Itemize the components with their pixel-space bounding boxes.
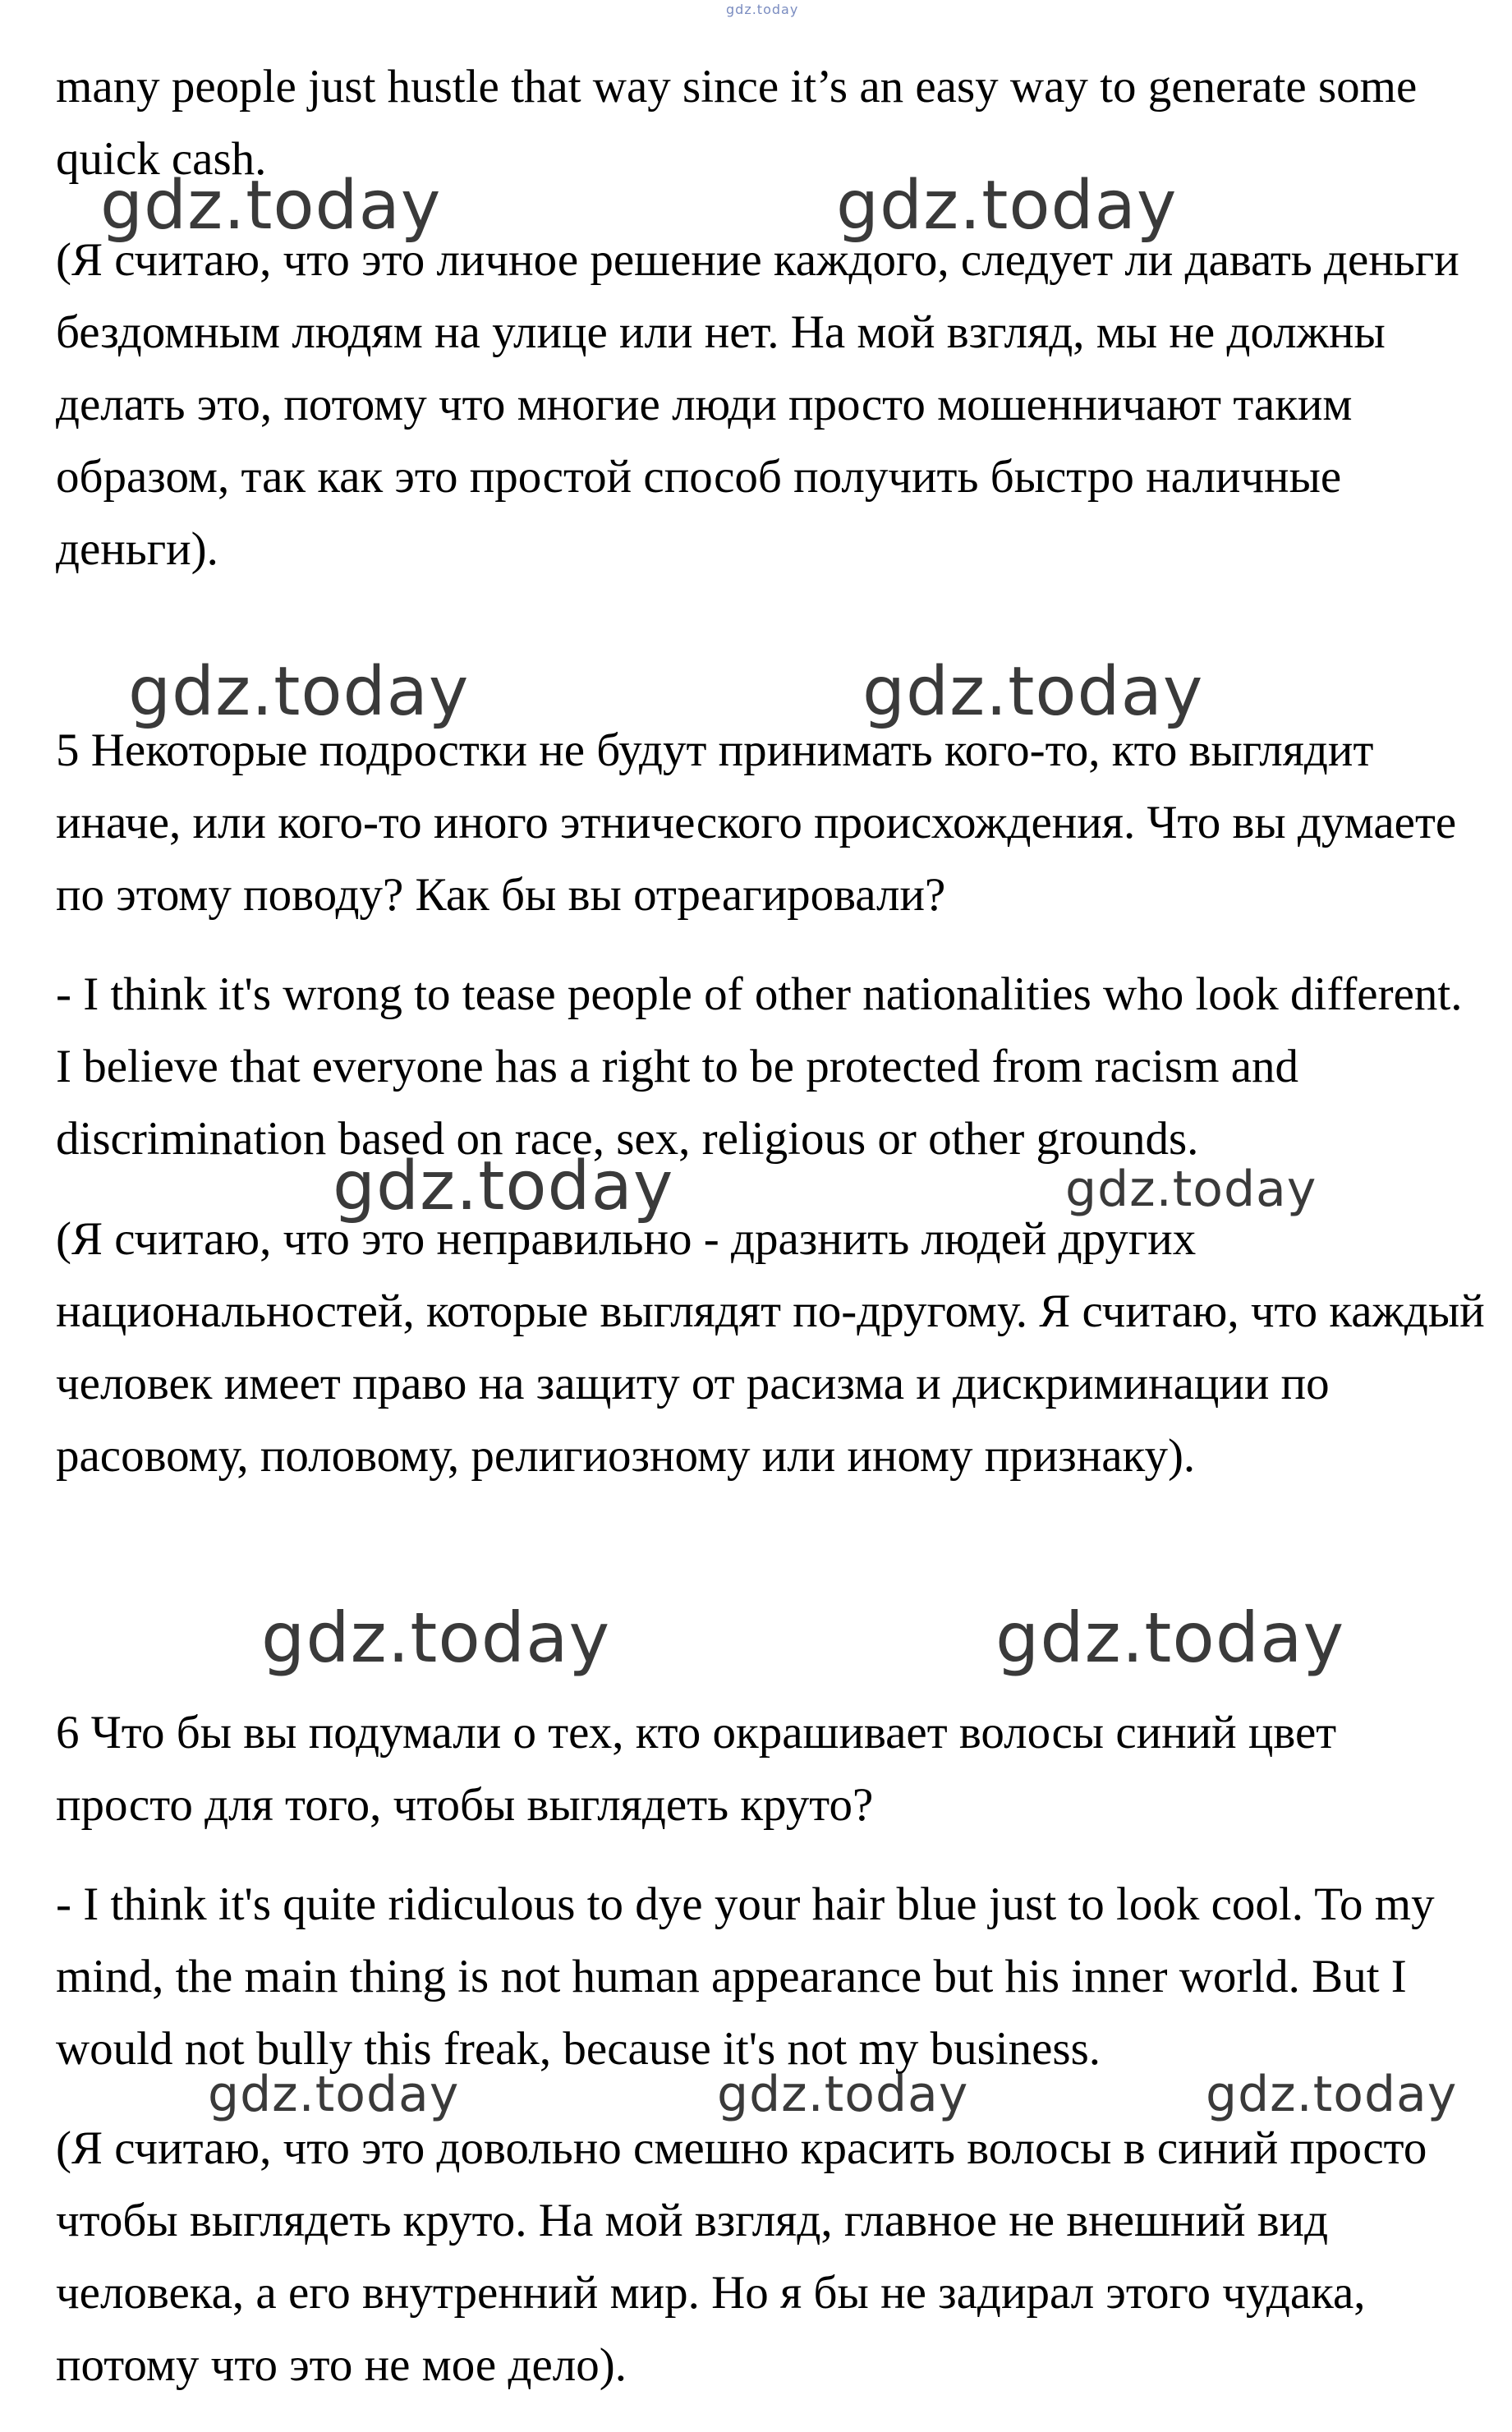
paragraph-question-6: 6 Что бы вы подумали о тех, кто окрашивает волосы синий цвет просто для того, чтобы выглядеть круто?: [56, 1707, 1337, 1831]
paragraph-answer-6-translation: (Я считаю, что это довольно смешно красить волосы в синий просто чтобы выглядеть круто. На мой взгляд, главное не внешний вид человека, а его внутренний мир. Но я бы не задирал этого чудака, потому что это не мое дело).: [56, 2122, 1427, 2391]
paragraph-answer-6: - I think it's quite ridiculous to dye your hair blue just to look cool. To my mind, the main thing is not human appearance but his inner world. But I would not bully this freak, because it's not my business.: [56, 1878, 1435, 2075]
watermark: gdz.today: [836, 167, 1178, 245]
watermark: gdz.today: [128, 653, 470, 731]
watermark: gdz.today: [333, 1147, 674, 1225]
site-mark: gdz.today: [726, 2, 799, 17]
watermark: gdz.today: [1065, 1161, 1317, 1218]
watermark: gdz.today: [208, 2066, 460, 2123]
paragraph-answer-5-translation: (Я считаю, что это неправильно - дразнить людей других национальностей, которые выглядят по-другому. Я считаю, что каждый человек имеет право на защиту от расизма и дискриминации по расовому, половому, религиозному или иному признаку).: [56, 1213, 1485, 1482]
watermark: gdz.today: [261, 1598, 611, 1678]
watermark: gdz.today: [717, 2066, 969, 2123]
watermark: gdz.today: [100, 167, 442, 245]
watermark: gdz.today: [995, 1598, 1345, 1678]
paragraph-question-5: 5 Некоторые подростки не будут принимать кого-то, кто выглядит иначе, или кого-то иного этнического происхождения. Что вы думаете по этому поводу? Как бы вы отреагировали?: [56, 724, 1457, 921]
paragraph-answer-4-end: many people just hustle that way since it’s an easy way to generate some quick cash.: [56, 61, 1418, 185]
paragraph-answer-5: - I think it's wrong to tease people of other nationalities who look different. I believe that everyone has a right to be protected from racism and discrimination based on race, sex, religious or other grounds.: [56, 968, 1463, 1165]
watermark: gdz.today: [862, 653, 1204, 731]
paragraph-answer-4-translation: (Я считаю, что это личное решение каждого, следует ли давать деньги бездомным людям на улице или нет. На мой взгляд, мы не должны делать это, потому что многие люди просто мошенничают таким образом, так как это простой способ получить быстро наличные деньги).: [56, 234, 1459, 575]
watermark: gdz.today: [1206, 2066, 1458, 2123]
